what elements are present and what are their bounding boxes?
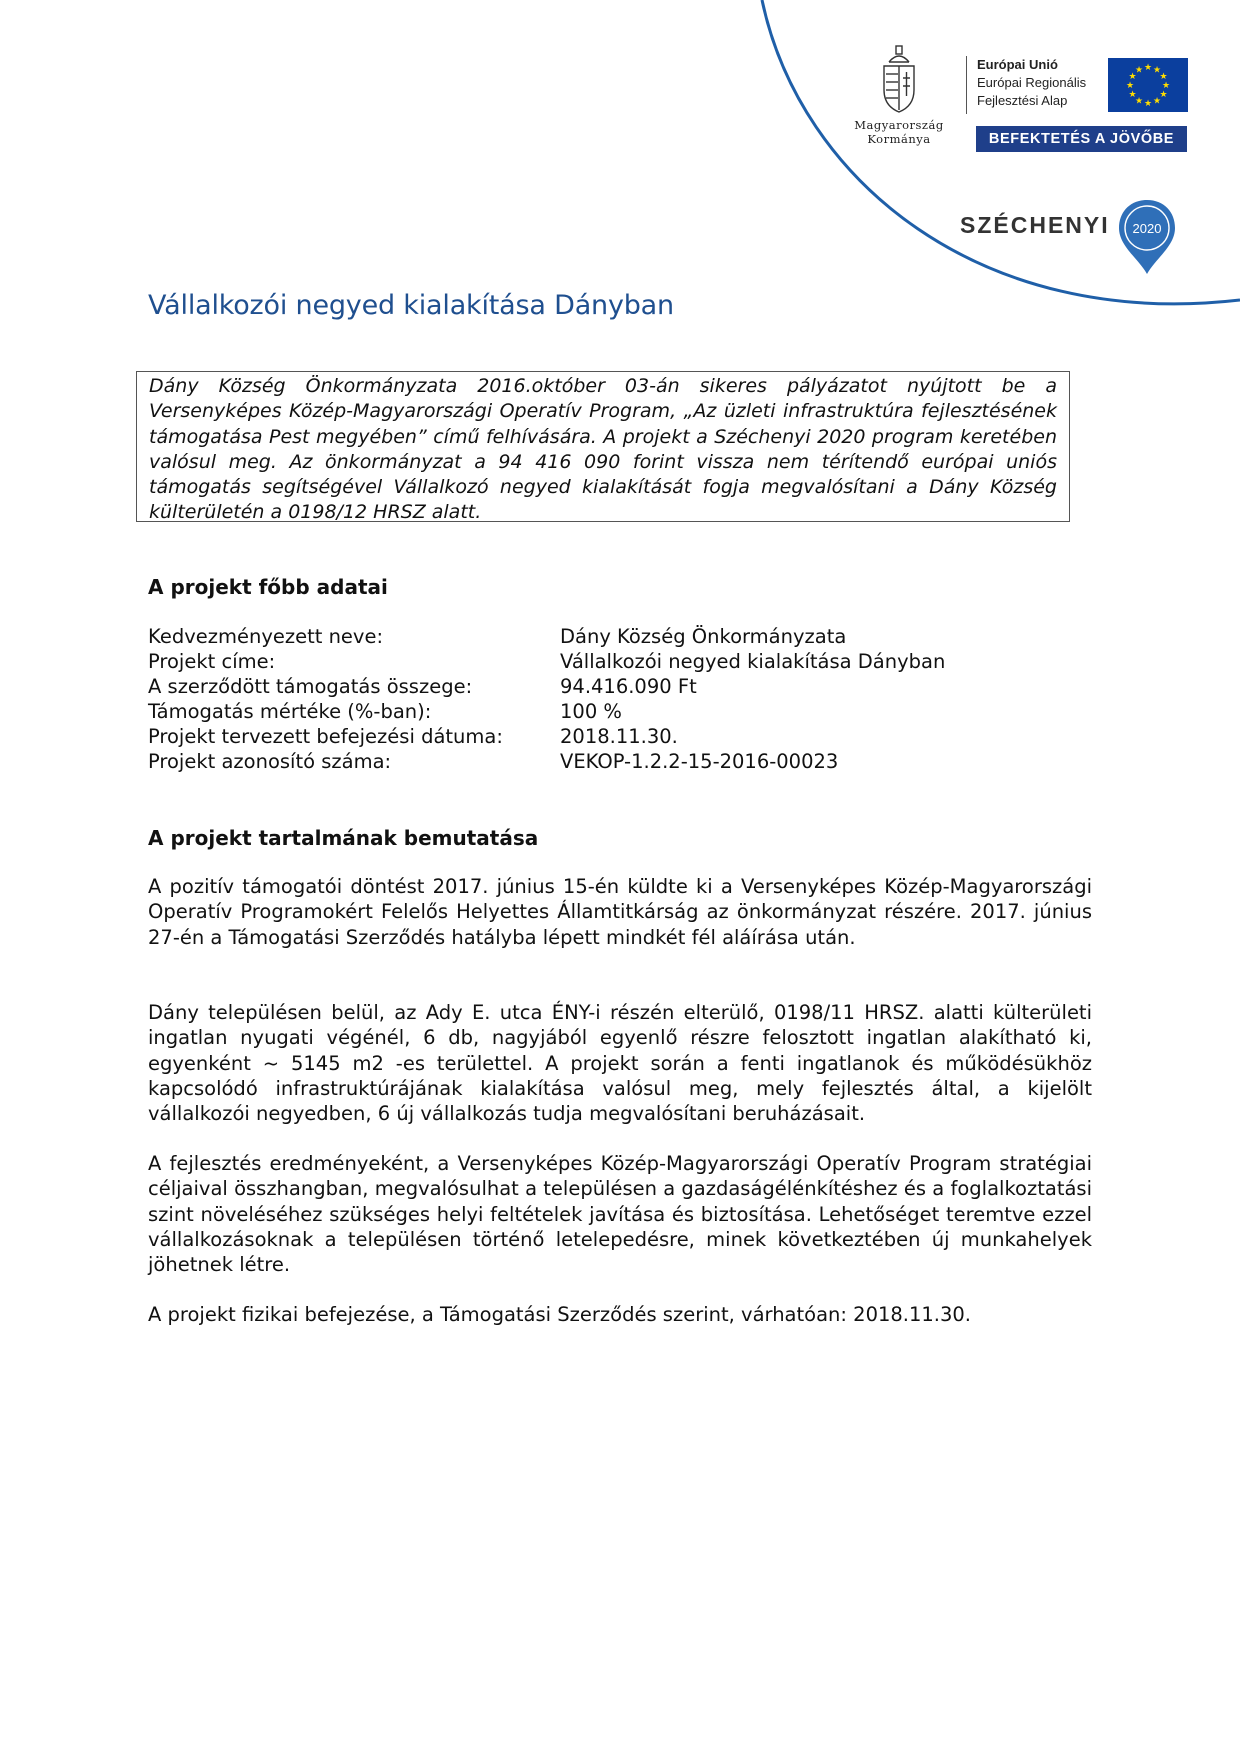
- data-value: 94.416.090 Ft: [560, 675, 697, 698]
- eu-stars: [1108, 58, 1188, 112]
- svg-text:★: ★: [1134, 65, 1144, 76]
- svg-text:★: ★: [1128, 72, 1137, 82]
- eu-text: [966, 56, 1117, 114]
- svg-text:★: ★: [1152, 65, 1162, 76]
- data-row: [148, 699, 945, 724]
- data-value: 100 %: [560, 700, 622, 723]
- data-row: [148, 724, 945, 749]
- government-logo-line-2: Kormánya: [867, 132, 931, 146]
- project-data-heading: A projekt főbb adatai: [148, 575, 388, 599]
- page-title: Vállalkozói negyed kialakítása Dányban: [148, 290, 674, 321]
- svg-text:★: ★: [1134, 96, 1144, 107]
- project-data-table: [148, 624, 945, 774]
- data-label: Támogatás mértéke (%-ban):: [148, 700, 432, 723]
- svg-text:★: ★: [1161, 81, 1171, 91]
- data-label: A szerződött támogatás összege:: [148, 675, 473, 698]
- content-paragraph-1: A pozitív támogatói döntést 2017. június 15-én küldte ki a Versenyképes Közép-Magyarországi Operatív Programokért Felelős Helyettes Államtitkárság az önkormányzat részére. 2017. június 27-én a Támogatási Szerződés hatályba lépett mindkét fél aláírása után.: [148, 875, 1092, 949]
- svg-text:★: ★: [1143, 63, 1153, 73]
- szechenyi-logo: [960, 198, 1180, 278]
- eu-banner: BEFEKTETÉS A JÖVŐBE: [976, 126, 1187, 152]
- svg-text:★: ★: [1159, 72, 1168, 82]
- eu-line-2: Európai Regionális: [977, 75, 1087, 90]
- content-paragraph-3: A fejlesztés eredményeként, a Versenyképes Közép-Magyarországi Operatív Program stratégiai céljaival összhangban, megvalósulhat a településen a gazdaságélénkítéshez és a foglalkoztatási szint növeléséhez szükséges helyi feltételek javítása és biztosítása. Lehetőséget teremtve ezzel vállalkozásoknak a településen történő letelepedésre, minek következtében új munkahelyek jöhetnek létre.: [148, 1152, 1092, 1277]
- data-value: 2018.11.30.: [560, 725, 678, 748]
- svg-text:★: ★: [1128, 90, 1137, 100]
- svg-text:★: ★: [1152, 96, 1162, 107]
- location-pin-icon: [1116, 198, 1178, 276]
- data-label: Projekt azonosító száma:: [148, 750, 392, 773]
- content-paragraph-4: A projekt fizikai befejezése, a Támogatási Szerződés szerint, várhatóan: 2018.11.30.: [148, 1303, 972, 1326]
- data-row: [148, 649, 945, 674]
- data-row: [148, 749, 945, 774]
- szechenyi-year: 2020: [1132, 221, 1162, 236]
- szechenyi-wordmark: SZÉCHENYI: [960, 212, 1110, 238]
- data-row: [148, 624, 945, 649]
- government-logo: [843, 44, 955, 146]
- government-logo-line-1: Magyarország: [854, 118, 944, 132]
- data-label: Kedvezményezett neve:: [148, 625, 384, 648]
- svg-text:★: ★: [1143, 99, 1153, 109]
- decorative-arc: [0, 0, 1240, 340]
- coat-of-arms-icon: [877, 44, 921, 116]
- eu-line-1: Európai Unió: [977, 57, 1058, 72]
- content-paragraph-2: Dány településen belül, az Ady E. utca ÉNY-i részén elterülő, 0198/11 HRSZ. alatti külterületi ingatlan nyugati végénél, 6 db, nagyjából egyenlő részre felosztott ingatlan alakítható ki, egyenként ~ 5145 m2 -es területtel. A projekt során a fenti ingatlanok és működésükhöz kapcsolódó infrastruktúrájának kialakítása valósul meg, mely fejlesztés által, a kijelölt vállalkozói negyedben, 6 új vállalkozás tudja megvalósítani beruházásait.: [148, 1001, 1092, 1126]
- data-value: Vállalkozói negyed kialakítása Dányban: [560, 650, 946, 673]
- svg-text:★: ★: [1125, 81, 1135, 91]
- data-value: VEKOP-1.2.2-15-2016-00023: [560, 750, 839, 773]
- data-row: [148, 674, 945, 699]
- data-label: Projekt címe:: [148, 650, 276, 673]
- data-value: Dány Község Önkormányzata: [560, 625, 847, 648]
- eu-flag-icon: [1108, 58, 1188, 112]
- svg-text:★: ★: [1159, 90, 1168, 100]
- project-content-heading: A projekt tartalmának bemutatása: [148, 826, 539, 850]
- eu-line-3: Fejlesztési Alap: [977, 93, 1068, 108]
- data-label: Projekt tervezett befejezési dátuma:: [148, 725, 503, 748]
- intro-box: Dány Község Önkormányzata 2016.október 03-án sikeres pályázatot nyújtott be a Versenyképes Közép-Magyarországi Operatív Program, „Az üzleti infrastruktúra fejlesztésének támogatása Pest megyében” című felhívására. A projekt a Széchenyi 2020 program keretében valósul meg. Az önkormányzat a 94 416 090 forint vissza nem térítendő európai uniós támogatás segítségével Vállalkozó negyed kialakítását fogja megvalósítani a Dány Község külterületén a 0198/12 HRSZ alatt.: [136, 371, 1070, 522]
